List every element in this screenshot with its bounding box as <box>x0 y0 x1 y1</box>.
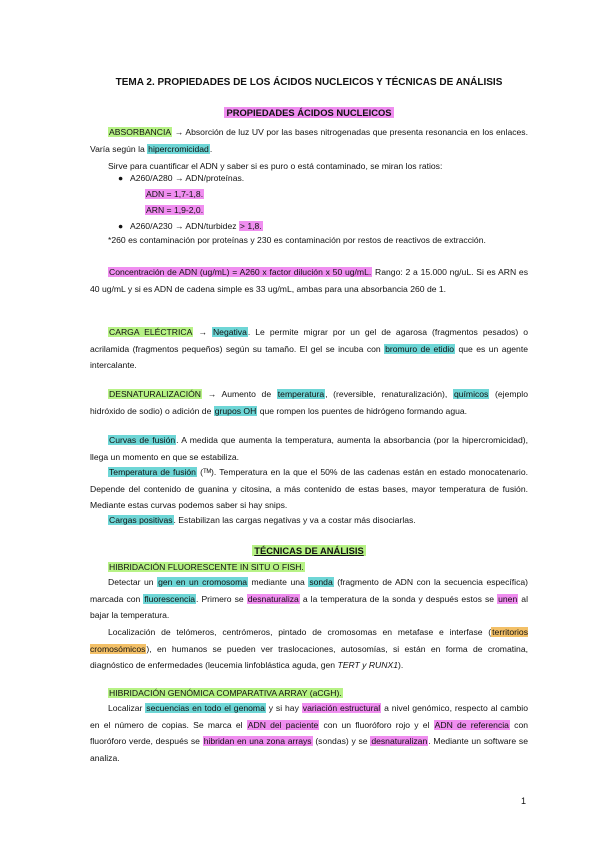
curvas-paragraph: Curvas de fusión. A medida que aumenta la temperatura, aumenta la absorbancia (por la hipercromicidad), llega un momento en que se estabiliza. <box>90 435 528 462</box>
adn-ratio: ADN = 1,7-1,8. <box>146 189 204 199</box>
section-heading-tecnicas <box>90 544 528 558</box>
bullet-dot-icon: ● <box>118 221 124 231</box>
concentration-paragraph: Concentración de ADN (ug/mL) = A260 x factor dilución x 50 ug/mL. Rango: 2 a 15.000 ng/uL. Si es ARN es 40 ug/mL y si es ADN de cadena simple es 33 ug/mL, ambas para una absorbancia 260 de 1. <box>90 267 528 294</box>
absorbancia-paragraph: ABSORBANCIA → Absorción de luz UV por las bases nitrogenadas que presenta resonancia en los enlaces. Varía según la hipercromicidad. <box>90 127 528 154</box>
acgh-heading: HIBRIDACIÓN GENÓMICA COMPARATIVA ARRAY (aCGH). <box>109 688 342 698</box>
bullet-dot-icon: ● <box>118 173 124 183</box>
desnat-term: DESNATURALIZACIÓN <box>109 389 201 399</box>
section-heading-text: TÉCNICAS DE ANÁLISIS <box>254 545 364 556</box>
bullet-a260-a280: ● A260/A280 → ADN/proteínas. <box>130 170 244 187</box>
page-title: TEMA 2. PROPIEDADES DE LOS ÁCIDOS NUCLEICOS Y TÉCNICAS DE ANÁLISIS <box>115 77 503 88</box>
arn-ratio: ARN = 1,9-2,0. <box>146 205 204 215</box>
bromuro-highlight: bromuro de etidio <box>385 343 455 354</box>
concentration-formula: Concentración de ADN (ug/mL) = A260 x factor dilución x 50 ug/mL. <box>109 267 372 277</box>
section-heading-propiedades <box>90 106 528 120</box>
bullet-a260-a230: ● A260/A230 → ADN/turbidez > 1,8. <box>130 218 263 235</box>
section-heading-text: PROPIEDADES ÁCIDOS NUCLEICOS <box>226 107 392 118</box>
absorbancia-term: ABSORBANCIA <box>109 127 172 137</box>
carga-paragraph: CARGA ELÉCTRICA → Negativa. Le permite migrar por un gel de agarosa (fragmentos pesados) o acrilamida (fragmentos pequeños) según su tamaño. El gel se incuba con bromuro de etidio que es un agente intercalante. <box>90 327 528 371</box>
fish-heading: HIBRIDACIÓN FLUORESCENTE IN SITU O FISH. <box>109 562 304 572</box>
desnat-paragraph: DESNATURALIZACIÓN → Aumento de temperatura, (reversible, renaturalización), químicos (ejemplo hidróxido de sodio) o adición de grupos OH que rompen los puentes de hidrógeno formando agua. <box>90 389 528 416</box>
negativa-highlight: Negativa <box>212 327 247 337</box>
fish-paragraph-1: Detectar un gen en un cromosoma mediante una sonda (fragmento de ADN con la secuencia específica) marcada con fluorescencia. Primero se desnaturaliza a la temperatura de la sonda y después estos se unen al bajar la temperatura. <box>90 577 529 621</box>
cargas-positivas-paragraph: Cargas positivas. Estabilizan las cargas negativas y va a costar más disociarlas. <box>109 515 416 525</box>
temp-fusion-paragraph: Temperatura de fusión (ᵀᴹ). Temperatura en la que el 50% de las cadenas están en estado monocatenario. Depende del contenido de guanina y citosina, a más contenido de estas bases, mayor temperatura de fusión. Mediante estas curvas podemos saber si hay snips. <box>90 467 528 511</box>
hipercromicidad-highlight: hipercromicidad <box>148 143 209 154</box>
fish-paragraph-2: Localización de telómeros, centrómeros, pintado de cromosomas en metafase e interfase (territorios cromosómicos), en humanos se pueden ver traslocaciones, autosomías, si están en forma de cromatina, diagnóstico de enfermedades (leucemia linfoblástica aguda, gen TERT y RUNX1). <box>90 627 528 671</box>
carga-term: CARGA ELÉCTRICA <box>109 327 193 337</box>
page-number: 1 <box>520 796 526 806</box>
acgh-paragraph: Localizar secuencias en todo el genoma y si hay variación estructural a nivel genómico, respecto al cambio en el número de copias. Se marca el ADN del paciente con un fluoróforo rojo y el ADN de referencia con fluoróforo verde, después se hibridan en una zona arrays (sondas) y se desnaturalizan. Mediante un software se analiza. <box>90 703 529 763</box>
contamination-note: *260 es contaminación por proteínas y 230 es contaminación por restos de reactivos de extracción. <box>108 235 486 245</box>
ratios-intro: Sirve para cuantificar el ADN y saber si es puro o está contaminado, se miran los ratios: <box>108 161 443 171</box>
